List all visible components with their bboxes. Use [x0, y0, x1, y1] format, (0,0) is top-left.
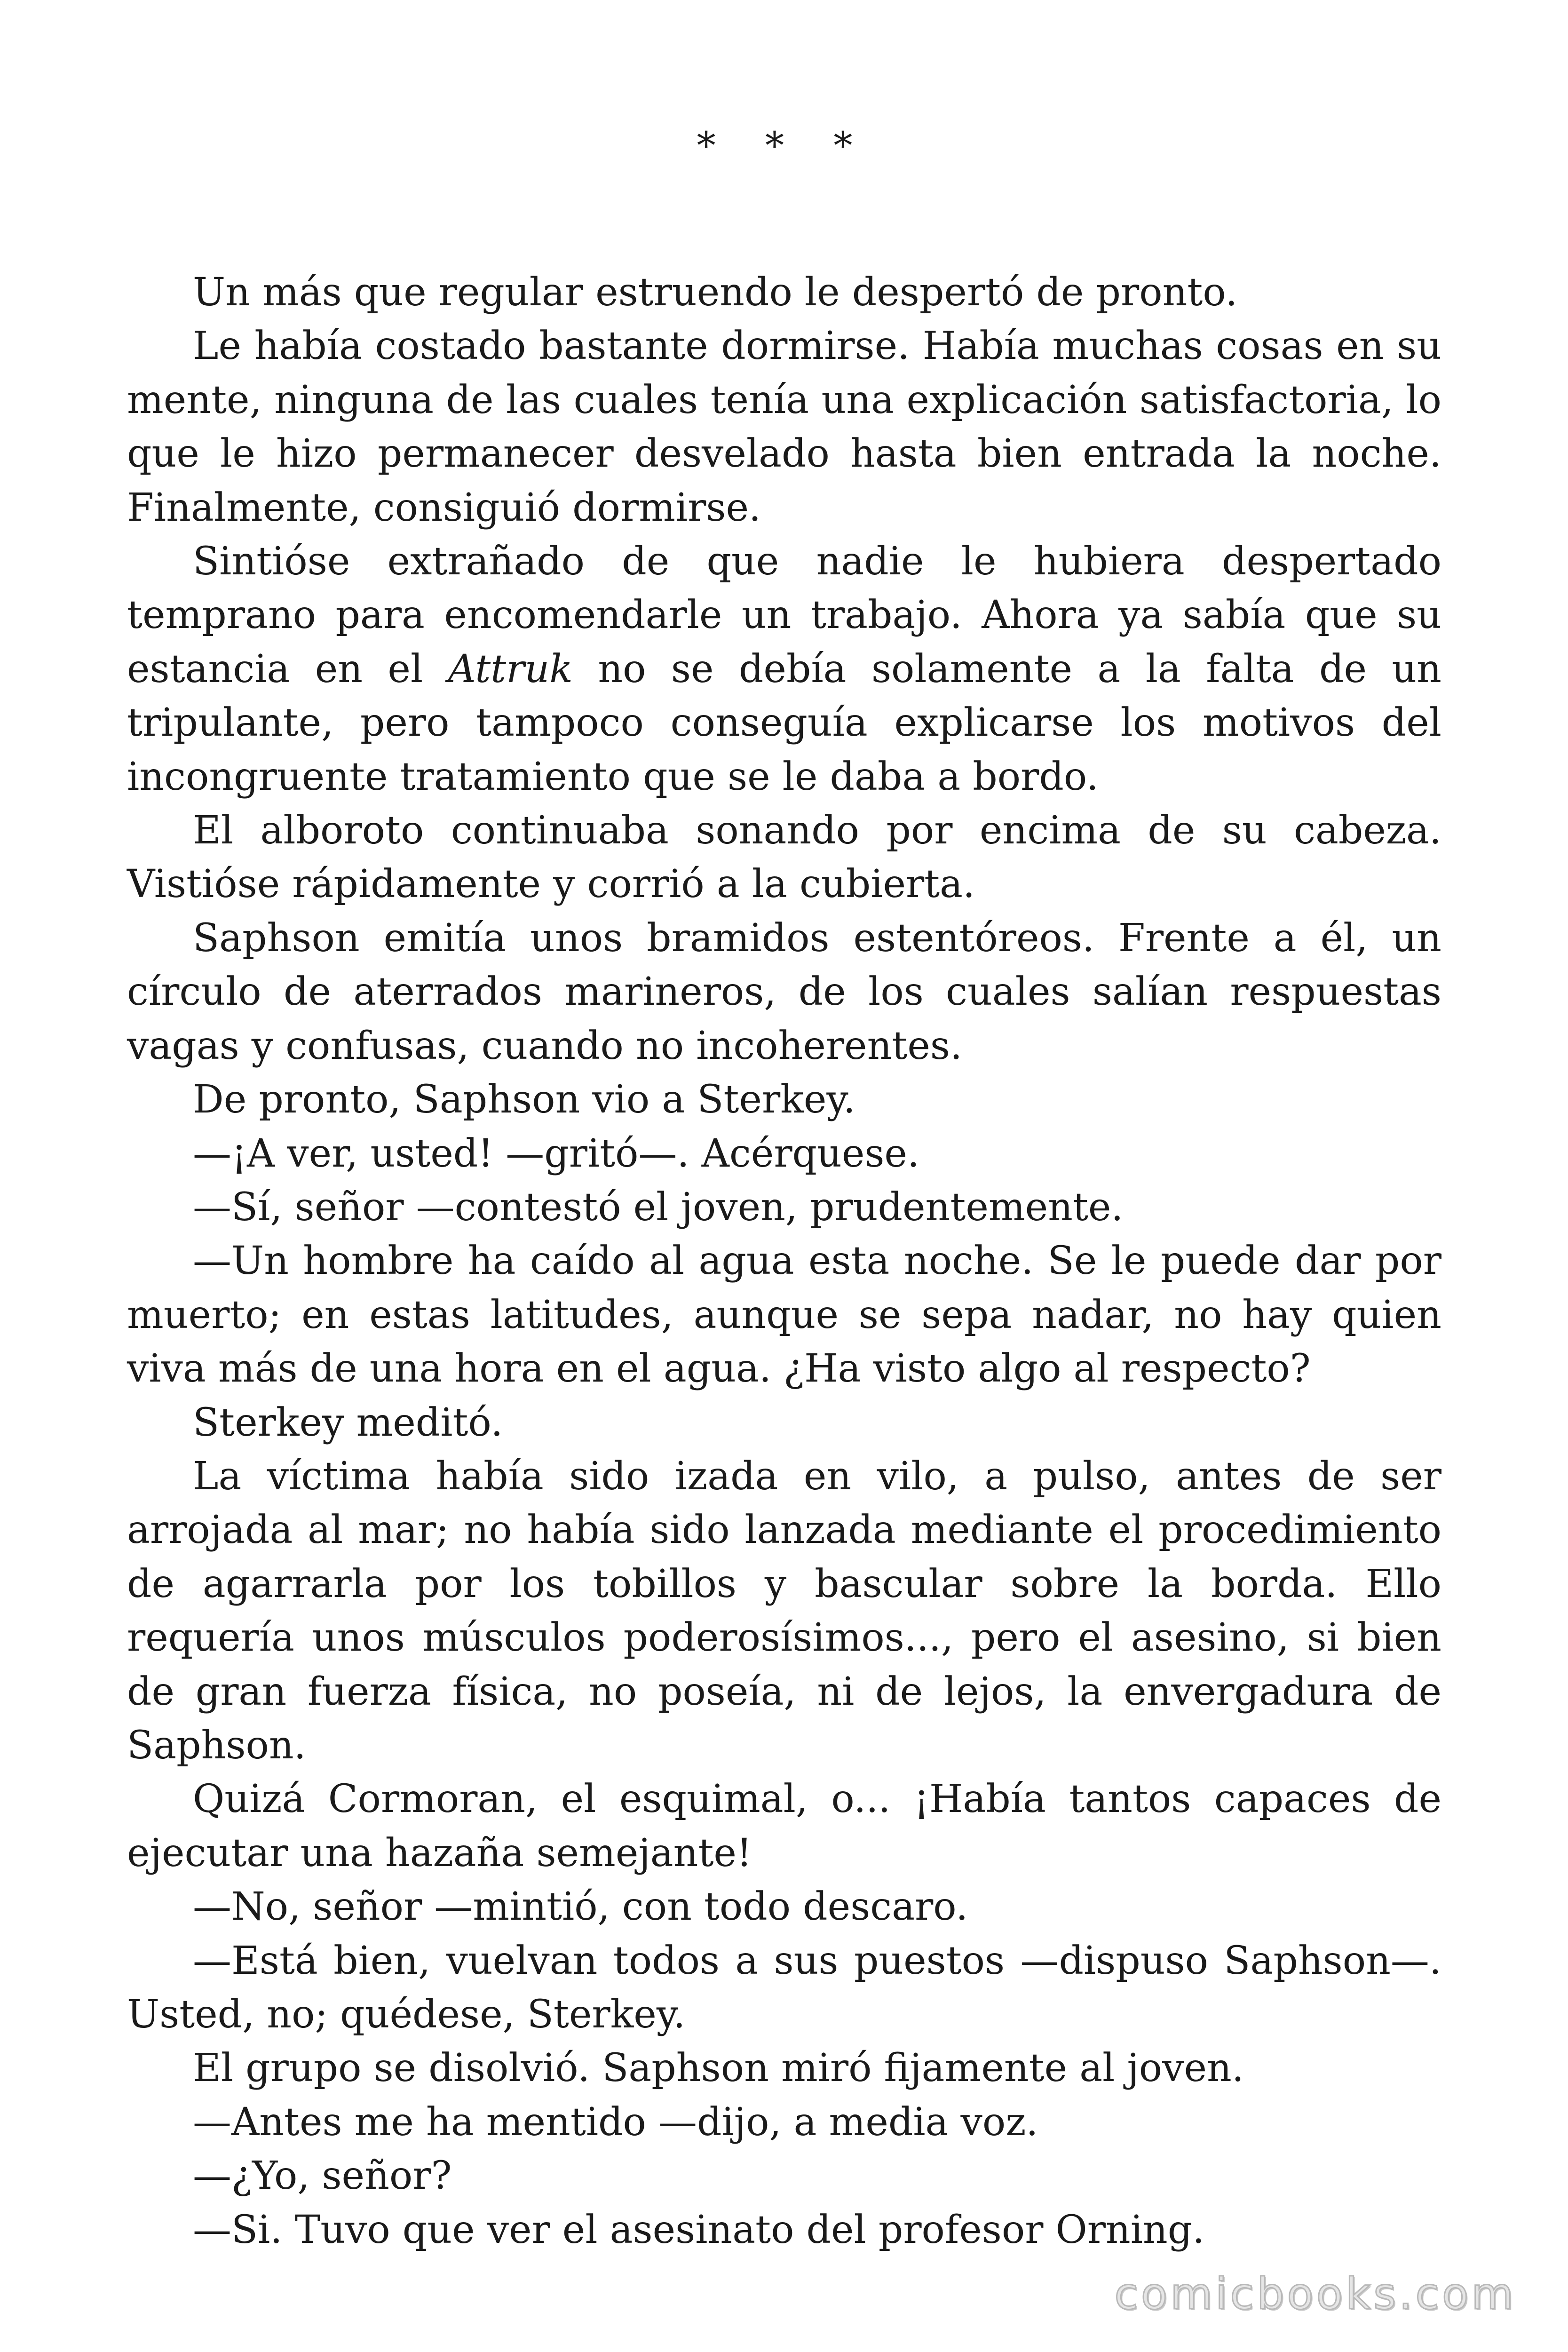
dialogue-line: —Un hombre ha caído al agua esta noche. Se le puede dar por muerto; en estas latitudes, aunque se sepa nadar, no hay quien viva más de una hora en el agua. ¿Ha visto algo al respecto?	[127, 1239, 1441, 1391]
dialogue-line: —Antes me ha mentido —dijo, a media voz.	[193, 2099, 1038, 2145]
dialogue-line: —¡A ver, usted! —gritó—. Acérquese.	[193, 1131, 920, 1176]
dialogue-line: —¿Yo, señor?	[193, 2153, 452, 2199]
paragraph: Sterkey meditó.	[193, 1400, 503, 1445]
dialogue-line: —Si. Tuvo que ver el asesinato del profesor Orning.	[193, 2207, 1205, 2252]
dialogue-line: —Sí, señor —contestó el joven, prudentemente.	[193, 1184, 1124, 1230]
paragraph: Saphson emitía unos bramidos estentóreos. Frente a él, un círculo de aterrados marineros, de los cuales salían respuestas vagas y confusas, cuando no incoherentes.	[127, 915, 1441, 1068]
paragraph: Quizá Cormoran, el esquimal, o... ¡Había tantos capaces de ejecutar una hazaña semejante!	[127, 1777, 1441, 1875]
paragraph: De pronto, Saphson vio a Sterkey.	[193, 1077, 855, 1122]
paragraph	[127, 535, 1441, 804]
dialogue-line: —No, señor —mintió, con todo descaro.	[193, 1884, 968, 1930]
body-text	[127, 266, 1441, 2257]
watermark: comicbooks.com	[1114, 2269, 1516, 2319]
paragraph: El grupo se disolvió. Saphson miró fijamente al joven.	[193, 2046, 1244, 2091]
paragraph: El alboroto continuaba sonando por encima de su cabeza. Vistióse rápidamente y corrió a la cubierta.	[127, 808, 1441, 907]
paragraph-text: Sintióse extrañado de que nadie le hubiera despertado temprano para encomendarle un trabajo. Ahora ya sabía que su estancia en el	[127, 539, 1441, 691]
dialogue-line: —Está bien, vuelvan todos a sus puestos —dispuso Saphson—. Usted, no; quédese, Sterkey.	[127, 1938, 1441, 2037]
paragraph: Un más que regular estruendo le despertó de pronto.	[193, 270, 1238, 315]
paragraph-text: no se debía solamente a la falta de un tripulante, pero tampoco conseguía explicarse los motivos del incongruente tratamiento que se le daba a bordo.	[127, 646, 1441, 799]
ship-name: Attruk	[448, 646, 573, 691]
paragraph: Le había costado bastante dormirse. Había muchas cosas en su mente, ninguna de las cuales tenía una explicación satisfactoria, lo que le hizo permanecer desvelado hasta bien entrada la noche. Finalmente, consiguió dormirse.	[127, 324, 1441, 530]
section-separator: * * *	[697, 124, 871, 167]
paragraph: La víctima había sido izada en vilo, a pulso, antes de ser arrojada al mar; no había sido lanzada mediante el procedimiento de agarrarla por los tobillos y bascular sobre la borda. Ello requería unos músculos poderosísimos..., pero el asesino, si bien de gran fuerza física, no poseía, ni de lejos, la envergadura de Saphson.	[127, 1454, 1441, 1768]
